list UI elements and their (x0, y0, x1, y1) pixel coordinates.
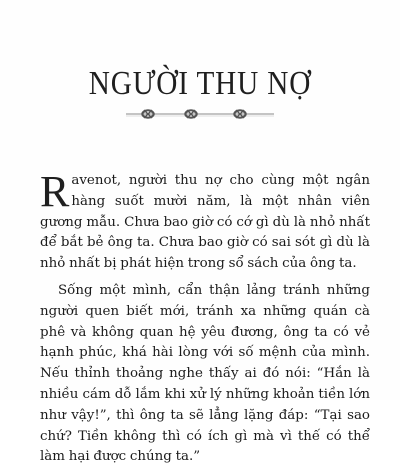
chapter-body (40, 167, 370, 468)
paragraph-1 (40, 167, 370, 275)
paragraph-1-text: avenot, người thu nợ cho cùng một ngân hàng suốt mười năm, là một nhân viên gương mẫu. Chưa bao giờ có cớ gì dù là nhỏ nhất để bắt bẻ ông ta. Chưa bao giờ có sai sót gì dù là nhỏ nhất bị phát hiện trong sổ sách của ông ta. (40, 173, 370, 272)
paragraph-2: Sống một mình, cẩn thận lảng tránh những người quen biết mới, tránh xa những quán cà phê và không quan hệ yêu đương, ông ta có vẻ hạnh phúc, khá hài lòng với số mệnh của mình. Nếu thỉnh thoảng nghe thấy ai đó nói: “Hắn là nhiều cám dỗ lắm khi xử lý những khoản tiền lớn như vậy!”, thì ông ta sẽ lẳng lặng đáp: “Tại sao chứ? Tiền không thì có ích gì mà vì thế có thể làm hại được chúng ta.” (40, 282, 370, 465)
chapter-title: NGƯỜI THU NỢ (88, 64, 312, 102)
drop-cap: R (40, 167, 70, 216)
ornamental-divider (122, 106, 278, 122)
